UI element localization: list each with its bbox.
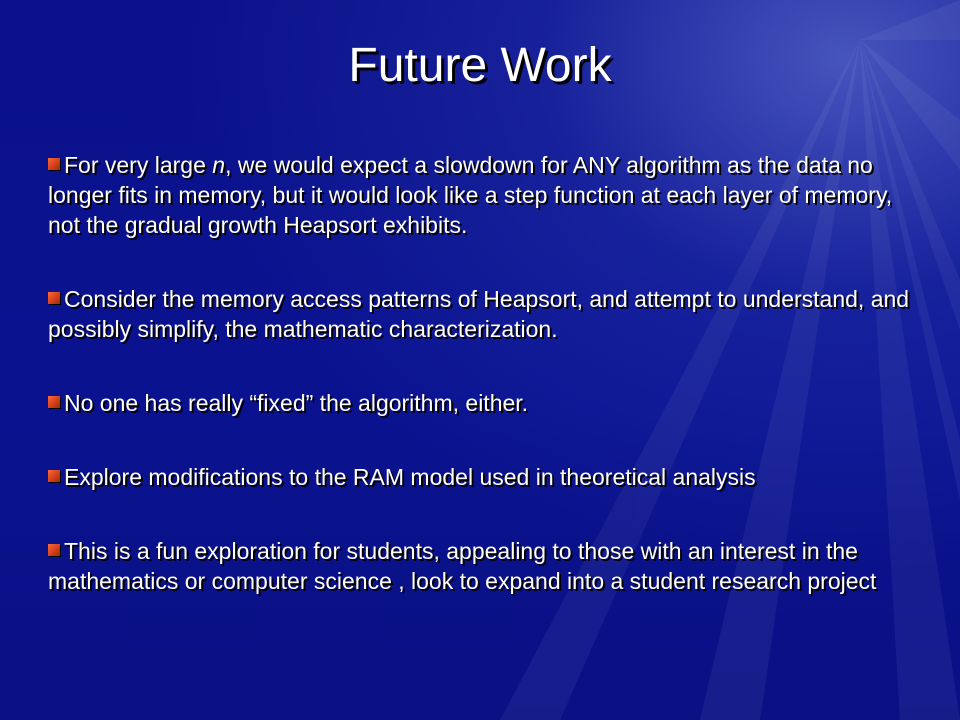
bullet-text-italic-n: n xyxy=(212,152,226,178)
square-bullet-icon xyxy=(48,470,60,482)
square-bullet-icon xyxy=(48,396,60,408)
bullet-text: Explore modifications to the RAM model used in theoretical analysis xyxy=(64,464,756,490)
square-bullet-icon xyxy=(48,158,60,170)
bullet-text: No one has really “fixed” the algorithm, either. xyxy=(64,390,529,416)
bullet-item-large-n xyxy=(48,150,928,240)
bullet-text: This is a fun exploration for students, appealing to those with an interest in the mathematics or computer science , look to expand into a student research project xyxy=(48,538,877,594)
slide-title: Future Work xyxy=(348,39,612,92)
bullet-text: Consider the memory access patterns of Heapsort, and attempt to understand, and possibly simplify, the mathematic characterization. xyxy=(48,286,910,342)
bullet-text-lead: For very large xyxy=(64,152,213,178)
square-bullet-icon xyxy=(48,292,60,304)
bullet-item-ram-model xyxy=(48,462,928,492)
bullet-item-memory-patterns xyxy=(48,284,928,344)
bullet-item-student-research xyxy=(48,536,928,596)
bullet-item-fixed-algorithm xyxy=(48,388,928,418)
square-bullet-icon xyxy=(48,544,60,556)
bullet-text-rest: , we would expect a slowdown for ANY algorithm as the data no longer fits in memory, but it would look like a step function at each layer of memory, not the gradual growth Heapsort exhibits. xyxy=(48,152,893,238)
bullet-list xyxy=(48,150,928,596)
